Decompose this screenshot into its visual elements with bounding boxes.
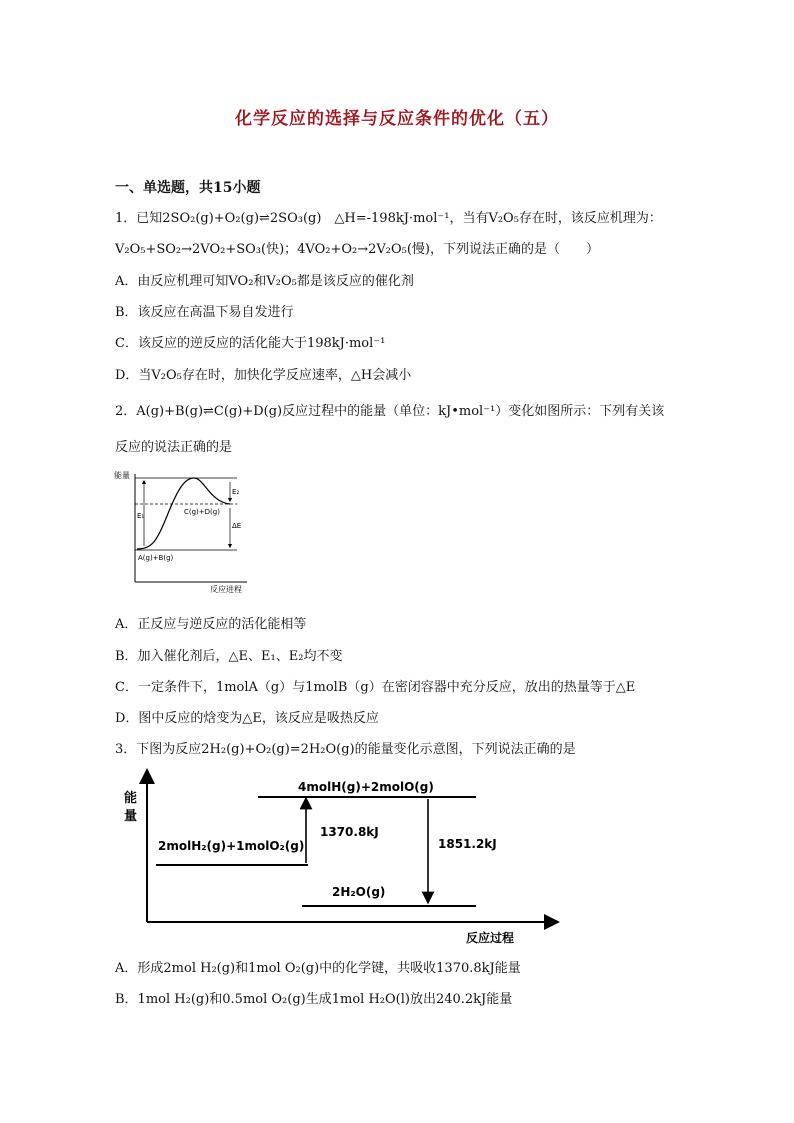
q2-stem-line1: 2．A(g)+B(g)⇌C(g)+D(g)反应过程中的能量（单位：kJ•mol⁻¹）变化如图所示：下列有关该	[115, 404, 665, 419]
q2-product-label: C(g)+D(g)	[184, 508, 220, 516]
q2-energy-diagram	[112, 466, 252, 596]
q2-option-d: D．图中反应的焓变为△E，该反应是吸热反应	[115, 711, 379, 726]
q3-up-energy: 1370.8kJ	[320, 825, 379, 839]
q3-down-energy: 1851.2kJ	[438, 837, 497, 851]
q3-y-label-2: 量	[124, 809, 138, 824]
q3-energy-diagram	[110, 766, 570, 946]
q2-reactant-label: A(g)+B(g)	[138, 554, 174, 562]
q2-x-label: 反应进程	[210, 585, 242, 594]
q1-stem-line1: 1．已知2SO₂(g)+O₂(g)⇌2SO₃(g) △H=-198kJ·mol⁻¹，当有V₂O₅存在时，该反应机理为：	[115, 211, 662, 226]
q3-stem: 3．下图为反应2H₂(g)+O₂(g)=2H₂O(g)的能量变化示意图，下列说法正确的是	[115, 742, 576, 757]
q2-option-a: A．正反应与逆反应的活化能相等	[115, 617, 307, 632]
q1-option-a: A．由反应机理可知VO₂和V₂O₅都是该反应的催化剂	[115, 274, 414, 289]
q3-x-label: 反应过程	[466, 931, 515, 945]
q3-y-label-1: 能	[124, 791, 138, 806]
q3-mid-label: 2molH₂(g)+1molO₂(g)	[158, 839, 305, 853]
q3-option-b: B．1mol H₂(g)和0.5mol O₂(g)生成1mol H₂O(l)放出240.2kJ能量	[115, 992, 513, 1007]
q2-y-label: 能量	[114, 471, 130, 480]
q2-option-b: B．加入催化剂后，△E、E₁、E₂均不变	[115, 649, 343, 664]
section-heading: 一、单选题，共15小题	[115, 180, 261, 196]
q1-stem-line2: V₂O₅+SO₂→2VO₂+SO₃(快)；4VO₂+O₂→2V₂O₅(慢)，下列说法正确的是（ ）	[115, 242, 599, 257]
q3-bottom-label: 2H₂O(g)	[332, 885, 386, 899]
q2-e1-label: E₁	[137, 512, 145, 520]
q3-option-a: A．形成2mol H₂(g)和1mol O₂(g)中的化学键，共吸收1370.8kJ能量	[115, 961, 521, 976]
page-title: 化学反应的选择与反应条件的优化（五）	[235, 109, 559, 129]
q2-de-label: ΔE	[232, 522, 242, 530]
q1-option-b: B．该反应在高温下易自发进行	[115, 305, 294, 320]
q3-top-label: 4molH(g)+2molO(g)	[298, 780, 434, 794]
q1-option-c: C．该反应的逆反应的活化能大于198kJ·mol⁻¹	[115, 336, 386, 351]
q2-option-c: C．一定条件下，1molA（g）与1molB（g）在密闭容器中充分反应，放出的热量等于△E	[115, 680, 636, 695]
q2-e2-label: E₂	[232, 488, 240, 496]
q1-option-d: D．当V₂O₅存在时，加快化学反应速率，△H会减小	[115, 368, 412, 383]
q2-stem-line2: 反应的说法正确的是	[115, 440, 233, 455]
